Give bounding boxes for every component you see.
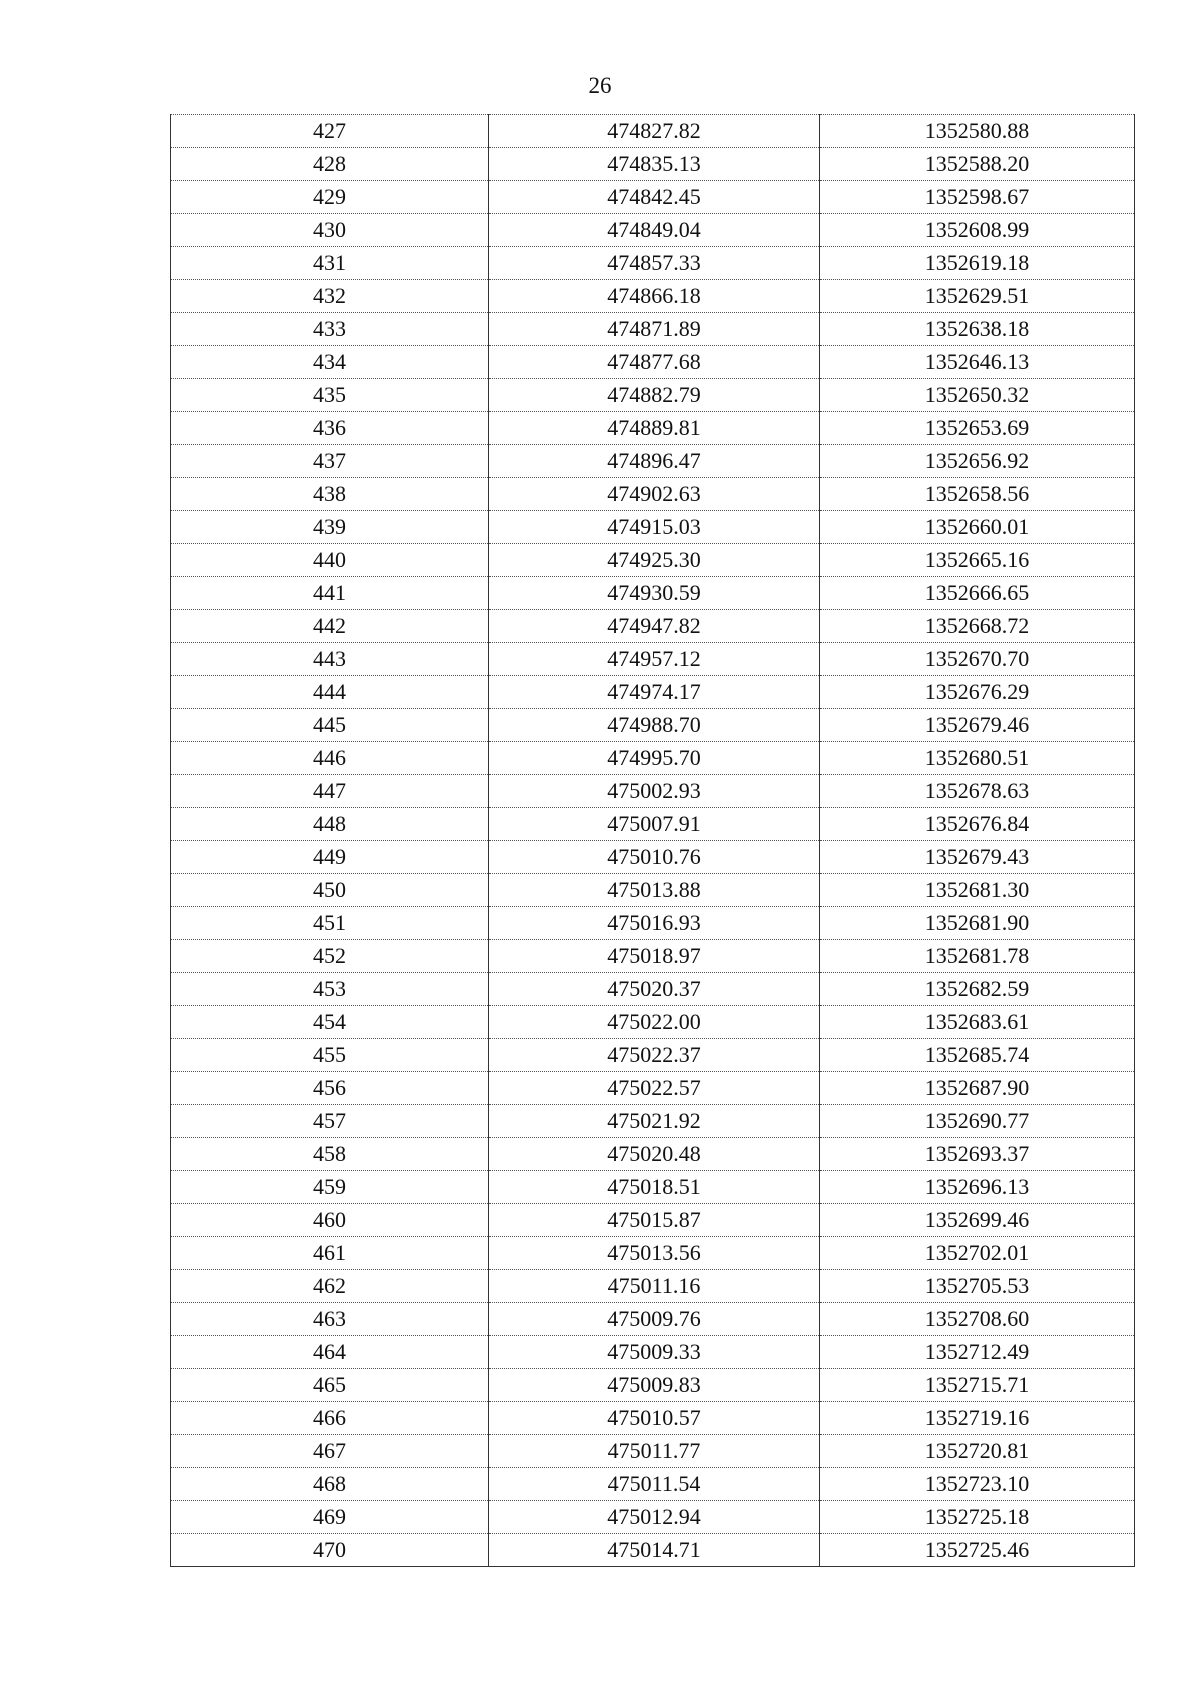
point-number-cell: 468: [171, 1468, 489, 1501]
point-number-cell: 445: [171, 709, 489, 742]
x-coordinate-cell: 474877.68: [489, 346, 820, 379]
table-row: [171, 1105, 1135, 1138]
point-number-cell: 469: [171, 1501, 489, 1534]
x-coordinate-cell: 474827.82: [489, 115, 820, 148]
coordinates-table-body: [171, 115, 1135, 1567]
table-row: [171, 907, 1135, 940]
table-row: [171, 148, 1135, 181]
x-coordinate-cell: 475021.92: [489, 1105, 820, 1138]
y-coordinate-cell: 1352676.84: [820, 808, 1135, 841]
table-row: [171, 841, 1135, 874]
table-row: [171, 280, 1135, 313]
x-coordinate-cell: 474995.70: [489, 742, 820, 775]
table-row: [171, 676, 1135, 709]
y-coordinate-cell: 1352666.65: [820, 577, 1135, 610]
coordinates-table: [170, 114, 1135, 1567]
y-coordinate-cell: 1352725.18: [820, 1501, 1135, 1534]
point-number-cell: 463: [171, 1303, 489, 1336]
page-number: 26: [588, 73, 612, 98]
point-number-cell: 446: [171, 742, 489, 775]
y-coordinate-cell: 1352681.90: [820, 907, 1135, 940]
table-row: [171, 1006, 1135, 1039]
table-row: [171, 181, 1135, 214]
x-coordinate-cell: 475002.93: [489, 775, 820, 808]
point-number-cell: 457: [171, 1105, 489, 1138]
table-row: [171, 1171, 1135, 1204]
y-coordinate-cell: 1352653.69: [820, 412, 1135, 445]
y-coordinate-cell: 1352696.13: [820, 1171, 1135, 1204]
point-number-cell: 455: [171, 1039, 489, 1072]
x-coordinate-cell: 474889.81: [489, 412, 820, 445]
point-number-cell: 443: [171, 643, 489, 676]
point-number-cell: 444: [171, 676, 489, 709]
point-number-cell: 430: [171, 214, 489, 247]
table-row: [171, 742, 1135, 775]
point-number-cell: 428: [171, 148, 489, 181]
x-coordinate-cell: 474871.89: [489, 313, 820, 346]
x-coordinate-cell: 475010.57: [489, 1402, 820, 1435]
y-coordinate-cell: 1352685.74: [820, 1039, 1135, 1072]
point-number-cell: 440: [171, 544, 489, 577]
x-coordinate-cell: 475022.00: [489, 1006, 820, 1039]
x-coordinate-cell: 475022.37: [489, 1039, 820, 1072]
point-number-cell: 438: [171, 478, 489, 511]
y-coordinate-cell: 1352598.67: [820, 181, 1135, 214]
y-coordinate-cell: 1352682.59: [820, 973, 1135, 1006]
table-row: [171, 610, 1135, 643]
y-coordinate-cell: 1352670.70: [820, 643, 1135, 676]
y-coordinate-cell: 1352715.71: [820, 1369, 1135, 1402]
table-row: [171, 1039, 1135, 1072]
table-row: [171, 1468, 1135, 1501]
y-coordinate-cell: 1352665.16: [820, 544, 1135, 577]
x-coordinate-cell: 475016.93: [489, 907, 820, 940]
point-number-cell: 449: [171, 841, 489, 874]
x-coordinate-cell: 474915.03: [489, 511, 820, 544]
point-number-cell: 464: [171, 1336, 489, 1369]
x-coordinate-cell: 475011.77: [489, 1435, 820, 1468]
table-row: [171, 214, 1135, 247]
x-coordinate-cell: 475020.48: [489, 1138, 820, 1171]
table-row: [171, 709, 1135, 742]
y-coordinate-cell: 1352693.37: [820, 1138, 1135, 1171]
table-row: [171, 247, 1135, 280]
y-coordinate-cell: 1352588.20: [820, 148, 1135, 181]
table-row: [171, 313, 1135, 346]
table-row: [171, 511, 1135, 544]
table-row: [171, 1237, 1135, 1270]
x-coordinate-cell: 475014.71: [489, 1534, 820, 1567]
x-coordinate-cell: 475018.97: [489, 940, 820, 973]
point-number-cell: 459: [171, 1171, 489, 1204]
point-number-cell: 448: [171, 808, 489, 841]
table-row: [171, 1270, 1135, 1303]
point-number-cell: 458: [171, 1138, 489, 1171]
x-coordinate-cell: 475018.51: [489, 1171, 820, 1204]
table-row: [171, 874, 1135, 907]
x-coordinate-cell: 474925.30: [489, 544, 820, 577]
y-coordinate-cell: 1352702.01: [820, 1237, 1135, 1270]
point-number-cell: 439: [171, 511, 489, 544]
point-number-cell: 435: [171, 379, 489, 412]
x-coordinate-cell: 475015.87: [489, 1204, 820, 1237]
table-row: [171, 1303, 1135, 1336]
x-coordinate-cell: 475022.57: [489, 1072, 820, 1105]
y-coordinate-cell: 1352608.99: [820, 214, 1135, 247]
y-coordinate-cell: 1352683.61: [820, 1006, 1135, 1039]
x-coordinate-cell: 475013.88: [489, 874, 820, 907]
table-row: [171, 775, 1135, 808]
x-coordinate-cell: 474902.63: [489, 478, 820, 511]
point-number-cell: 456: [171, 1072, 489, 1105]
point-number-cell: 433: [171, 313, 489, 346]
y-coordinate-cell: 1352676.29: [820, 676, 1135, 709]
table-row: [171, 445, 1135, 478]
point-number-cell: 452: [171, 940, 489, 973]
point-number-cell: 450: [171, 874, 489, 907]
x-coordinate-cell: 474857.33: [489, 247, 820, 280]
y-coordinate-cell: 1352650.32: [820, 379, 1135, 412]
table-row: [171, 1204, 1135, 1237]
y-coordinate-cell: 1352712.49: [820, 1336, 1135, 1369]
table-row: [171, 973, 1135, 1006]
table-row: [171, 115, 1135, 148]
y-coordinate-cell: 1352708.60: [820, 1303, 1135, 1336]
x-coordinate-cell: 475020.37: [489, 973, 820, 1006]
y-coordinate-cell: 1352681.30: [820, 874, 1135, 907]
table-row: [171, 346, 1135, 379]
x-coordinate-cell: 474896.47: [489, 445, 820, 478]
point-number-cell: 429: [171, 181, 489, 214]
y-coordinate-cell: 1352690.77: [820, 1105, 1135, 1138]
table-row: [171, 1501, 1135, 1534]
point-number-cell: 436: [171, 412, 489, 445]
y-coordinate-cell: 1352680.51: [820, 742, 1135, 775]
table-row: [171, 1534, 1135, 1567]
point-number-cell: 453: [171, 973, 489, 1006]
table-row: [171, 1402, 1135, 1435]
y-coordinate-cell: 1352660.01: [820, 511, 1135, 544]
x-coordinate-cell: 475010.76: [489, 841, 820, 874]
x-coordinate-cell: 475009.76: [489, 1303, 820, 1336]
x-coordinate-cell: 474974.17: [489, 676, 820, 709]
table-row: [171, 1138, 1135, 1171]
y-coordinate-cell: 1352656.92: [820, 445, 1135, 478]
x-coordinate-cell: 475011.54: [489, 1468, 820, 1501]
table-row: [171, 940, 1135, 973]
table-row: [171, 643, 1135, 676]
x-coordinate-cell: 475013.56: [489, 1237, 820, 1270]
x-coordinate-cell: 474882.79: [489, 379, 820, 412]
y-coordinate-cell: 1352723.10: [820, 1468, 1135, 1501]
x-coordinate-cell: 475011.16: [489, 1270, 820, 1303]
y-coordinate-cell: 1352725.46: [820, 1534, 1135, 1567]
y-coordinate-cell: 1352678.63: [820, 775, 1135, 808]
y-coordinate-cell: 1352679.43: [820, 841, 1135, 874]
point-number-cell: 447: [171, 775, 489, 808]
point-number-cell: 431: [171, 247, 489, 280]
y-coordinate-cell: 1352719.16: [820, 1402, 1135, 1435]
y-coordinate-cell: 1352580.88: [820, 115, 1135, 148]
y-coordinate-cell: 1352679.46: [820, 709, 1135, 742]
point-number-cell: 451: [171, 907, 489, 940]
table-row: [171, 379, 1135, 412]
table-row: [171, 1435, 1135, 1468]
point-number-cell: 432: [171, 280, 489, 313]
point-number-cell: 466: [171, 1402, 489, 1435]
point-number-cell: 461: [171, 1237, 489, 1270]
point-number-cell: 467: [171, 1435, 489, 1468]
y-coordinate-cell: 1352658.56: [820, 478, 1135, 511]
point-number-cell: 441: [171, 577, 489, 610]
table-row: [171, 808, 1135, 841]
point-number-cell: 465: [171, 1369, 489, 1402]
y-coordinate-cell: 1352699.46: [820, 1204, 1135, 1237]
y-coordinate-cell: 1352619.18: [820, 247, 1135, 280]
y-coordinate-cell: 1352646.13: [820, 346, 1135, 379]
point-number-cell: 454: [171, 1006, 489, 1039]
point-number-cell: 427: [171, 115, 489, 148]
table-row: [171, 1369, 1135, 1402]
x-coordinate-cell: 474957.12: [489, 643, 820, 676]
table-row: [171, 1336, 1135, 1369]
y-coordinate-cell: 1352681.78: [820, 940, 1135, 973]
x-coordinate-cell: 474866.18: [489, 280, 820, 313]
table-row: [171, 478, 1135, 511]
y-coordinate-cell: 1352705.53: [820, 1270, 1135, 1303]
x-coordinate-cell: 474849.04: [489, 214, 820, 247]
y-coordinate-cell: 1352629.51: [820, 280, 1135, 313]
point-number-cell: 462: [171, 1270, 489, 1303]
x-coordinate-cell: 474835.13: [489, 148, 820, 181]
table-row: [171, 577, 1135, 610]
x-coordinate-cell: 474988.70: [489, 709, 820, 742]
x-coordinate-cell: 474930.59: [489, 577, 820, 610]
table-row: [171, 412, 1135, 445]
table-row: [171, 1072, 1135, 1105]
point-number-cell: 460: [171, 1204, 489, 1237]
point-number-cell: 442: [171, 610, 489, 643]
point-number-cell: 437: [171, 445, 489, 478]
table-row: [171, 544, 1135, 577]
point-number-cell: 470: [171, 1534, 489, 1567]
x-coordinate-cell: 475007.91: [489, 808, 820, 841]
y-coordinate-cell: 1352668.72: [820, 610, 1135, 643]
y-coordinate-cell: 1352638.18: [820, 313, 1135, 346]
x-coordinate-cell: 474842.45: [489, 181, 820, 214]
point-number-cell: 434: [171, 346, 489, 379]
y-coordinate-cell: 1352687.90: [820, 1072, 1135, 1105]
y-coordinate-cell: 1352720.81: [820, 1435, 1135, 1468]
x-coordinate-cell: 474947.82: [489, 610, 820, 643]
x-coordinate-cell: 475012.94: [489, 1501, 820, 1534]
x-coordinate-cell: 475009.83: [489, 1369, 820, 1402]
x-coordinate-cell: 475009.33: [489, 1336, 820, 1369]
